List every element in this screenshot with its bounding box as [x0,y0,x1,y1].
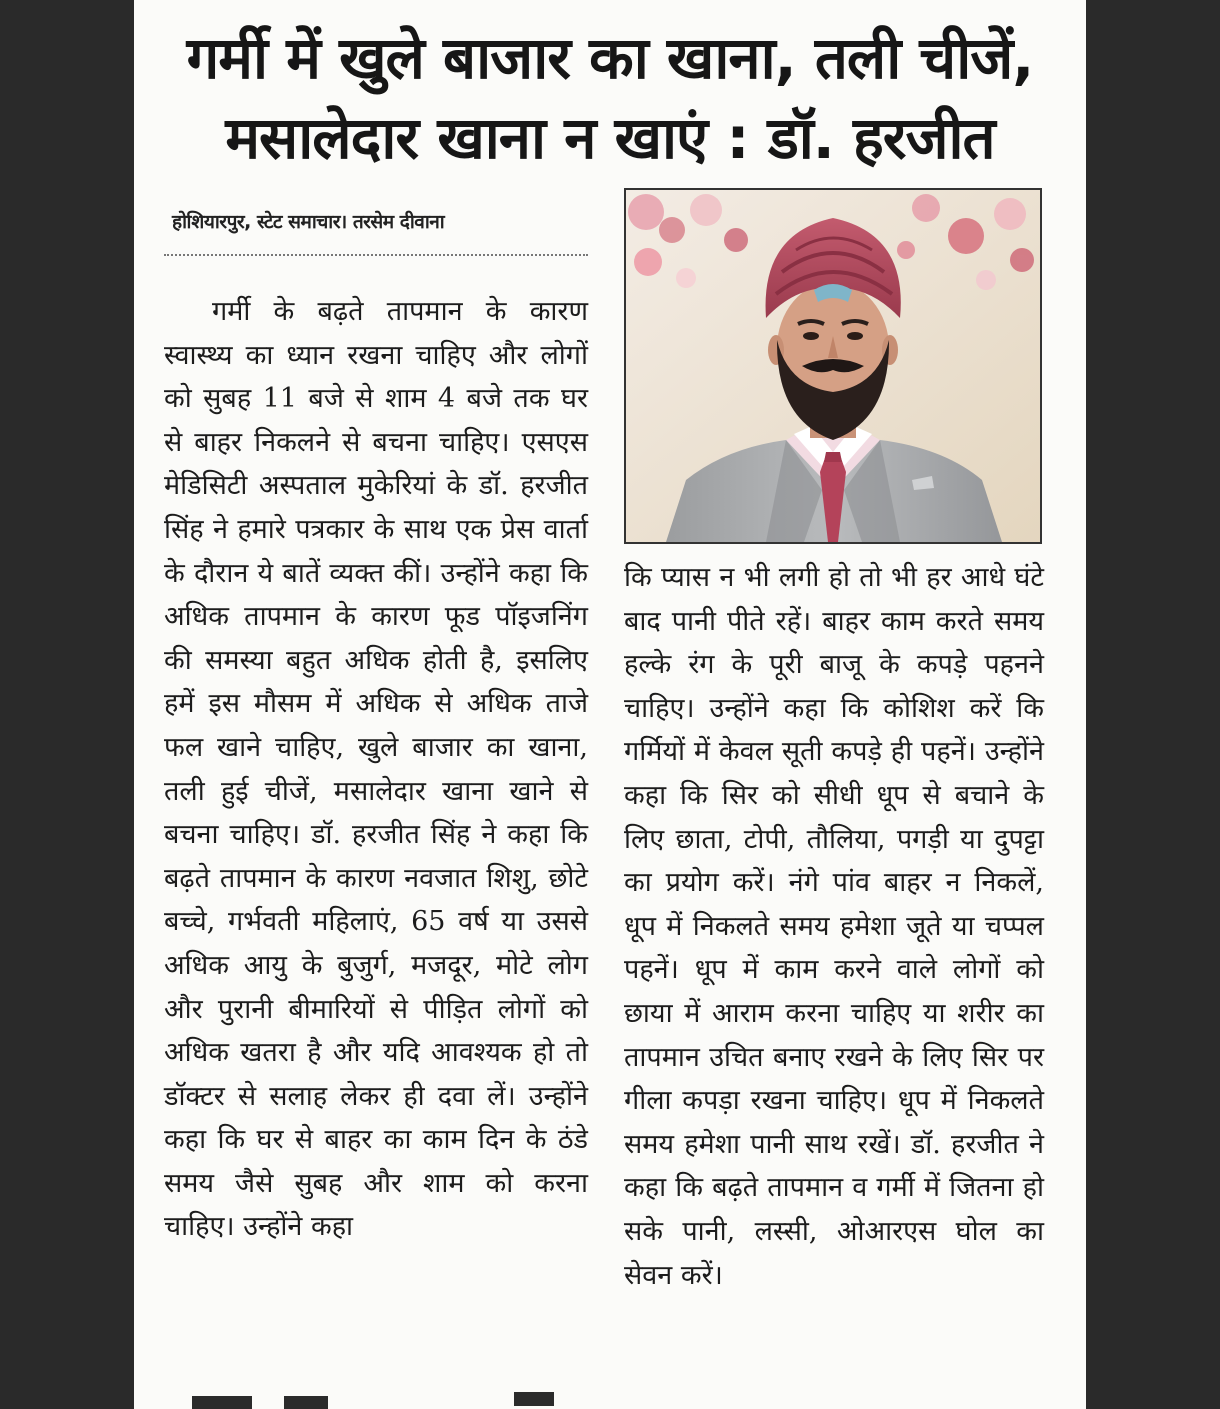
headline-line-1: गर्मी में खुले बाजार का खाना, तली चीजें, [186,24,1034,92]
article-column-1: गर्मी के बढ़ते तापमान के कारण स्वास्थ्य का ध्यान रखना चाहिए और लोगों को सुबह 11 बजे से शाम 4 बजे तक घर से बाहर निकलने से बचना चाहिए। एसएस मेडिसिटी अस्पताल मुकेरियां के डॉ. हरजीत सिंह ने हमारे पत्रकार के साथ एक प्रेस वार्ता के दौरान ये बातें व्यक्त कीं। उन्होंने कहा कि अधिक तापमान के कारण फूड पॉइजनिंग की समस्या बहुत अधिक होती है, इसलिए हमें इस मौसम में अधिक से अधिक ताजे फल खाने चाहिए, खुले बाजार का खाना, तली हुई चीजें, मसालेदार खाना खाने से बचना चाहिए। डॉ. हरजीत सिंह ने कहा कि बढ़ते तापमान के कारण नवजात शिशु, छोटे बच्चे, गर्भवती महिलाएं, 65 वर्ष या उससे अधिक आयु के बुजुर्ग, मजदूर, मोटे लोग और पुरानी बीमारियों से पीड़ित लोगों को अधिक खतरा है और यदि आवश्यक हो तो डॉक्टर से सलाह लेकर ही दवा लें। उन्होंने कहा कि घर से बाहर का काम दिन के ठंडे समय जैसे सुबह और शाम को करना चाहिए। उन्होंने कहा [164,296,588,1243]
byline-divider [164,254,588,256]
next-article-headline-cut-off [164,1386,1064,1409]
article-column-2: कि प्यास न भी लगी हो तो भी हर आधे घंटे बाद पानी पीते रहें। बाहर काम करते समय हल्के रंग के पूरी बाजू के कपड़े पहनने चाहिए। उन्होंने कहा कि कोशिश करें कि गर्मियों में केवल सूती कपड़े ही पहनें। उन्होंने कहा कि सिर को सीधी धूप से बचाने के लिए छाता, टोपी, तौलिया, पगड़ी या दुपट्टा का प्रयोग करें। नंगे पांव बाहर न निकलें, धूप में निकलते समय हमेशा जूते या चप्पल पहनें। धूप में काम करने वाले लोगों को छाया में आराम करना चाहिए या शरीर का तापमान उचित बनाए रखने के लिए सिर पर गीला कपड़ा रखना चाहिए। धूप में निकलते समय हमेशा पानी साथ रखें। डॉ. हरजीत ने कहा कि बढ़ते तापमान व गर्मी में जितना हो सके पानी, लस्सी, ओआरएस घोल का सेवन करें। [624,562,1044,1291]
byline: होशियारपुर, स्टेट समाचार। तरसेम दीवाना [172,211,445,233]
doctor-portrait-photo [624,188,1042,544]
portrait-illustration [626,190,1040,542]
headline [134,18,1086,178]
headline-line-2: मसालेदार खाना न खाएं : डॉ. हरजीत [225,104,995,172]
newspaper-clipping [134,0,1086,1409]
